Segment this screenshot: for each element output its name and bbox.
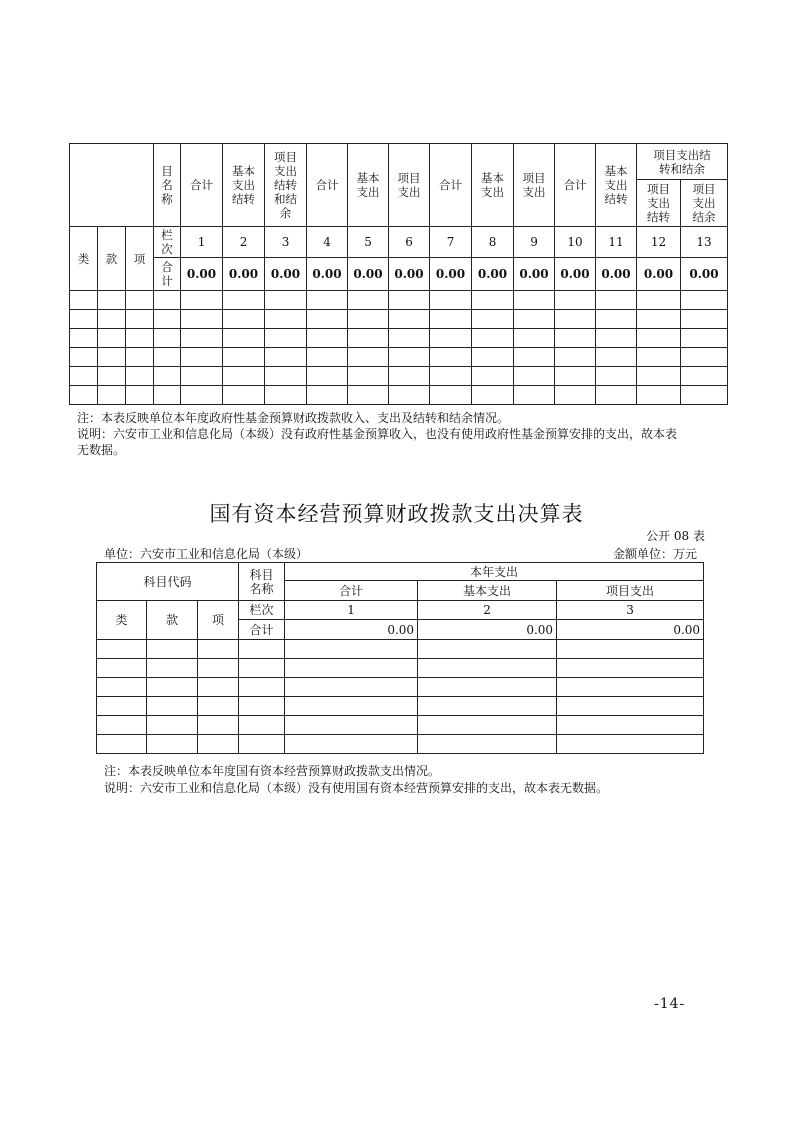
subject-name-header: 科目 名称 <box>239 563 285 601</box>
total-value: 0.00 <box>681 258 728 291</box>
table-row <box>97 678 704 697</box>
note2-shuoming: 说明：六安市工业和信息化局（本级）没有使用国有资本经营预算安排的支出，故本表无数据。 <box>104 781 609 795</box>
col-header-project: 项目支出 <box>557 581 704 601</box>
table-row <box>97 716 704 735</box>
government-fund-table <box>69 143 728 405</box>
note1-zhu: 注：本表反映单位本年度政府性基金预算财政拨款收入、支出及结转和结余情况。 <box>77 411 510 425</box>
total-value: 0.00 <box>557 620 704 640</box>
note1-shuoming-line1: 说明：六安市工业和信息化局（本级）没有政府性基金预算收入，也没有使用政府性基金预算安排的支出，故本表 <box>77 427 678 441</box>
t1-header-8: 基本 支出 <box>472 144 514 227</box>
total-value: 0.00 <box>265 258 307 291</box>
total-value: 0.00 <box>596 258 637 291</box>
row-label-lanci: 栏 次 <box>154 227 181 258</box>
total-value: 0.00 <box>637 258 681 291</box>
group-header: 本年支出 <box>285 563 704 581</box>
t1-header-6: 项目 支出 <box>389 144 430 227</box>
col-number: 13 <box>681 227 728 258</box>
col-number: 9 <box>514 227 555 258</box>
t1-header-1: 合计 <box>181 144 223 227</box>
t1-header-4: 合计 <box>307 144 348 227</box>
col-number: 2 <box>223 227 265 258</box>
total-value: 0.00 <box>389 258 430 291</box>
total-value: 0.00 <box>307 258 348 291</box>
t1-header-7: 合计 <box>430 144 472 227</box>
subject-name-header: 目 名 称 <box>154 144 181 227</box>
total-value: 0.00 <box>181 258 223 291</box>
page-title: 国有资本经营预算财政拨款支出决算表 <box>209 502 584 526</box>
col-number: 8 <box>472 227 514 258</box>
note2-zhu: 注：本表反映单位本年度国有资本经营预算财政拨款支出情况。 <box>104 764 441 778</box>
total-value: 0.00 <box>472 258 514 291</box>
code-label-xiang: 项 <box>198 601 239 640</box>
page-number: -14- <box>654 996 686 1012</box>
table-row <box>70 291 728 310</box>
col-number: 5 <box>348 227 389 258</box>
col-number: 1 <box>181 227 223 258</box>
unit-label: 单位：六安市工业和信息化局（本级） <box>104 547 309 561</box>
t1-subheader-13: 项目 支出 结余 <box>681 180 728 227</box>
table-row <box>70 386 728 405</box>
table-code: 公开 08 表 <box>646 529 705 543</box>
row-label-lanci: 栏次 <box>239 601 285 620</box>
col-number: 3 <box>557 601 704 620</box>
note1-shuoming-line2: 无数据。 <box>77 443 126 457</box>
col-number: 3 <box>265 227 307 258</box>
row-label-heji: 合计 <box>239 620 285 640</box>
code-label-kuan: 款 <box>98 227 126 291</box>
t1-header-9: 项目 支出 <box>514 144 555 227</box>
col-number: 6 <box>389 227 430 258</box>
total-value: 0.00 <box>555 258 596 291</box>
total-value: 0.00 <box>285 620 418 640</box>
code-label-lei: 类 <box>97 601 147 640</box>
table-row <box>70 329 728 348</box>
t1-header-5: 基本 支出 <box>348 144 389 227</box>
table-row <box>97 659 704 678</box>
t1-header-2: 基本 支出 结转 <box>223 144 265 227</box>
total-value: 0.00 <box>223 258 265 291</box>
col-number: 1 <box>285 601 418 620</box>
table-row <box>97 735 704 754</box>
col-number: 10 <box>555 227 596 258</box>
state-capital-table <box>96 562 704 754</box>
money-unit-label: 金额单位：万元 <box>612 547 697 561</box>
table-row <box>70 348 728 367</box>
row-label-heji: 合 计 <box>154 258 181 291</box>
t1-subheader-12: 项目 支出 结转 <box>637 180 681 227</box>
t1-header-11: 基本 支出 结转 <box>596 144 637 227</box>
total-value: 0.00 <box>418 620 557 640</box>
table-row <box>70 367 728 386</box>
col-header-total: 合计 <box>285 581 418 601</box>
empty-corner-cell <box>70 144 154 227</box>
table-row <box>97 640 704 659</box>
col-number: 4 <box>307 227 348 258</box>
code-label-xiang: 项 <box>126 227 154 291</box>
code-header: 科目代码 <box>97 563 239 601</box>
t1-header-3: 项目 支出 结转 和结 余 <box>265 144 307 227</box>
t1-header-10: 合计 <box>555 144 596 227</box>
total-value: 0.00 <box>514 258 555 291</box>
table-row <box>97 697 704 716</box>
col-number: 12 <box>637 227 681 258</box>
total-value: 0.00 <box>348 258 389 291</box>
col-number: 2 <box>418 601 557 620</box>
total-value: 0.00 <box>430 258 472 291</box>
col-number: 11 <box>596 227 637 258</box>
t1-group-header: 项目支出结 转和结余 <box>637 144 728 180</box>
table-row <box>70 310 728 329</box>
col-header-basic: 基本支出 <box>418 581 557 601</box>
col-number: 7 <box>430 227 472 258</box>
code-label-lei: 类 <box>70 227 98 291</box>
code-label-kuan: 款 <box>147 601 198 640</box>
